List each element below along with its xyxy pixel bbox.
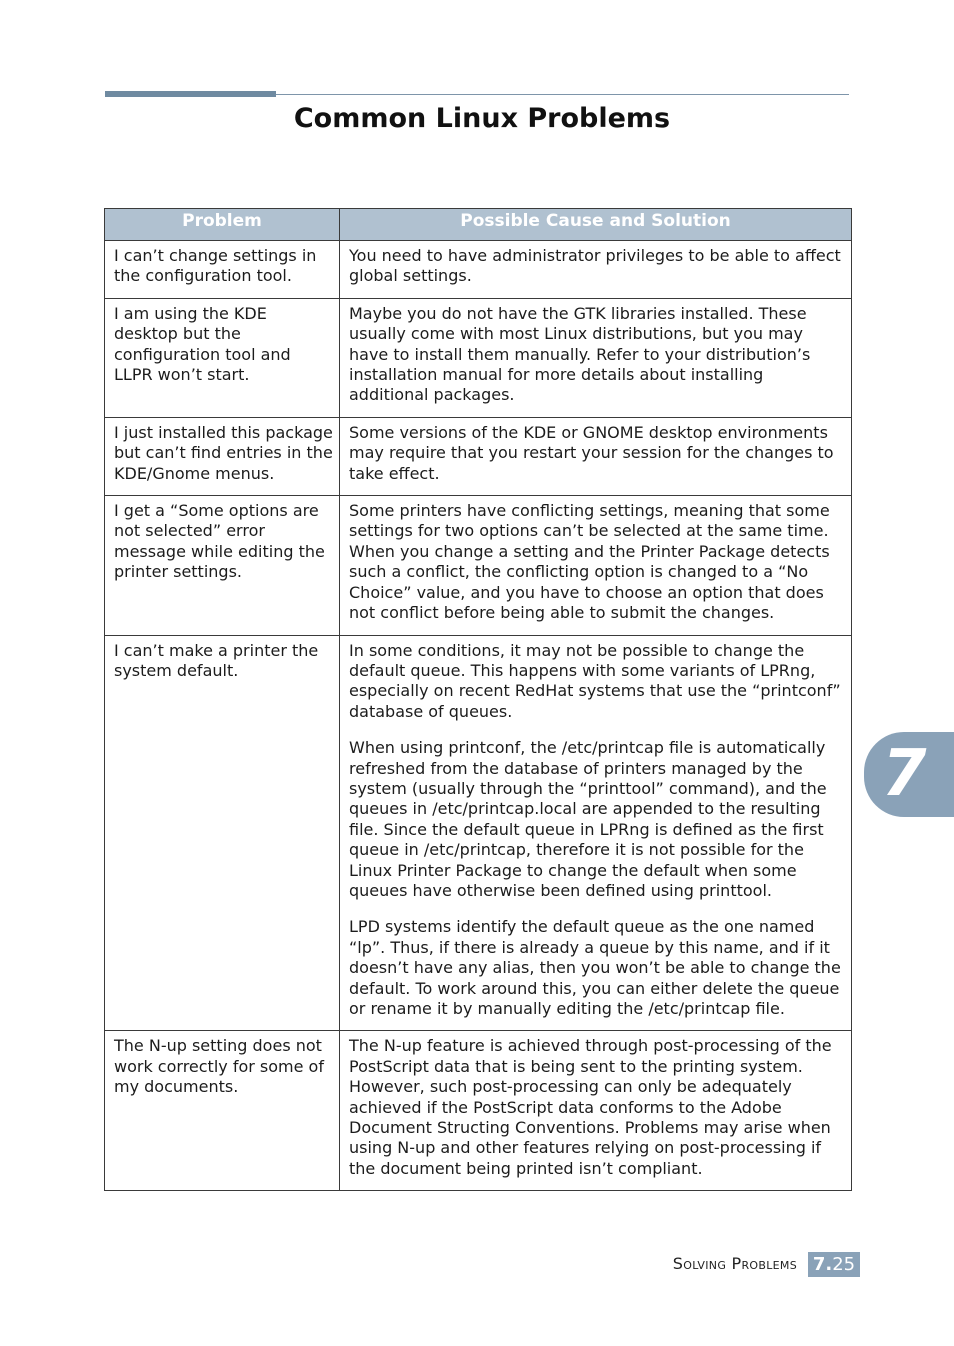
solution-cell xyxy=(340,417,852,495)
footer-section-label: Solving Problems xyxy=(672,1254,797,1273)
solution-paragraph: Maybe you do not have the GTK libraries installed. These usually come with most Linux distributions, but you may have to install them manually. Refer to your distribution’s installation manual for more details about installing additional packages. xyxy=(349,303,811,405)
solution-paragraph: LPD systems identify the default queue as the one named “lp”. Thus, if there is already a queue by this name, and if it doesn’t have any alias, then you won’t be able to change the default. To work around this, you can either delete the queue or rename it by manually editing the /etc/printcap file. xyxy=(349,917,841,1018)
solution-paragraph: When using printconf, the /etc/printcap file is automatically refreshed from the database of printers managed by the system (usually through the “printtool” command), and the queues in /etc/printcap.local are appended to the resulting file. Since the default queue in LPRng is defined as the first queue in /etc/printcap, therefore it is not possible for the Linux Printer Package to change the default when some queues have otherwise been defined using printtool. xyxy=(349,738,827,900)
problems-table xyxy=(104,208,852,1191)
page-title: Common Linux Problems xyxy=(293,103,671,134)
solution-cell xyxy=(340,241,852,299)
table-row xyxy=(105,417,852,495)
solution-paragraph: You need to have administrator privileges to be able to affect global settings. xyxy=(349,246,841,286)
column-header-solution: Possible Cause and Solution xyxy=(340,209,852,241)
problem-cell: I can’t change settings in the configuration tool. xyxy=(105,241,340,299)
problem-cell: I just installed this package but can’t find entries in the KDE/Gnome menus. xyxy=(105,417,340,495)
footer-chapter: 7. xyxy=(812,1254,833,1275)
footer-page-number xyxy=(808,1252,860,1277)
problem-cell: I get a “Some options are not selected” error message while editing the printer settings. xyxy=(105,496,340,635)
solution-cell xyxy=(340,635,852,1031)
chapter-tab xyxy=(864,732,954,817)
table-header-row xyxy=(105,209,852,241)
solution-paragraph: Some printers have conflicting settings, meaning that some settings for two options can’t be selected at the same time. When you change a setting and the Printer Package detects such a conflict, the conflicting option is changed to a “No Choice” value, and you have to choose an option that does not conflict before being able to submit the changes. xyxy=(349,501,830,623)
table-row xyxy=(105,1031,852,1191)
table-row xyxy=(105,635,852,1031)
solution-paragraph: The N-up feature is achieved through post-processing of the PostScript data that is being sent to the printing system. However, such post-processing can only be adequately achieved if the PostScript data conforms to the Adobe Document Structing Conventions. Problems may arise when using N-up and other features relying on post-processing if the document being printed isn’t compliant. xyxy=(349,1036,832,1178)
table-row xyxy=(105,496,852,635)
solution-paragraph: Some versions of the KDE or GNOME desktop environments may require that you restart your session for the changes to take effect. xyxy=(349,422,834,483)
footer-page: 25 xyxy=(832,1254,856,1275)
chapter-tab-number: 7 xyxy=(882,737,927,811)
problem-cell: I am using the KDE desktop but the configuration tool and LLPR won’t start. xyxy=(105,298,340,417)
problem-cell: I can’t make a printer the system default. xyxy=(105,635,340,1031)
solution-cell xyxy=(340,496,852,635)
column-header-problem: Problem xyxy=(105,209,340,241)
solution-paragraph: In some conditions, it may not be possible to change the default queue. This happens with some variants of LPRng, especially on recent RedHat systems that use the “printconf” database of queues. xyxy=(349,640,841,721)
solution-cell xyxy=(340,298,852,417)
solution-cell xyxy=(340,1031,852,1191)
table-row xyxy=(105,241,852,299)
problem-cell: The N-up setting does not work correctly for some of my documents. xyxy=(105,1031,340,1191)
header-rule-accent xyxy=(105,91,276,97)
table-row xyxy=(105,298,852,417)
